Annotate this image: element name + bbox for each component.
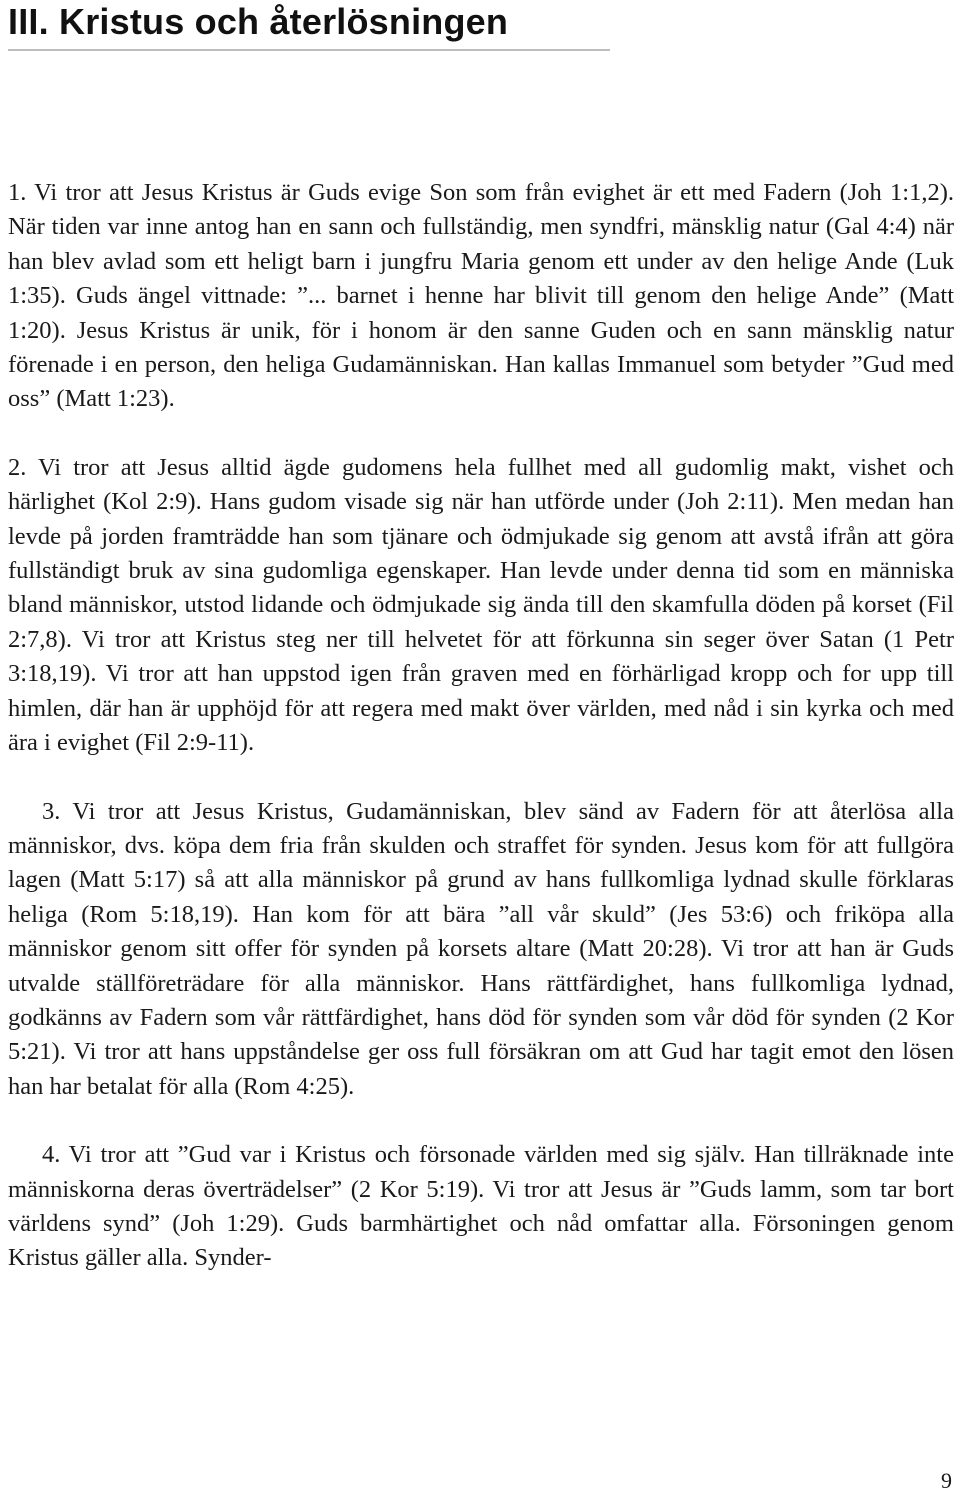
page-number: 9: [941, 1468, 952, 1493]
body-text: [8, 176, 954, 1310]
paragraph-4: 4. Vi tror att ”Gud var i Kristus och försonade världen med sig själv. Han tillräknade inte människorna deras överträdelser” (2 Kor 5:19). Vi tror att Jesus är ”Guds lamm, som tar bort världens synd” (Joh 1:29). Guds barmhärtighet och nåd omfattar alla. Försoningen genom Kristus gäller alla. Synder-: [8, 1141, 954, 1272]
paragraph-2: 2. Vi tror att Jesus alltid ägde gudomens hela fullhet med all gudomlig makt, vishet och härlighet (Kol 2:9). Hans gudom visade sig när han utförde under (Joh 2:11). Men medan han levde på jorden framträdde han som tjänare och ödmjukade sig genom att avstå ifrån att göra fullständigt bruk av sina gudomliga egenskaper. Han levde under denna tid som en människa bland människor, utstod lidande och ödmjukade sig ända till den skamfulla döden på korset (Fil 2:7,8). Vi tror att Kristus steg ner till helvetet för att förkunna sin seger över Satan (1 Petr 3:18,19). Vi tror att han uppstod igen från graven med en förhärligad kropp och for upp till himlen, där han är upphöjd för att regera med makt över världen, med nåd i sin kyrka och med ära i evighet (Fil 2:9-11).: [8, 453, 954, 757]
chapter-heading: III. Kristus och återlösningen: [8, 1, 509, 42]
paragraph-3: 3. Vi tror att Jesus Kristus, Gudamänniskan, blev sänd av Fadern för att återlösa alla människor, dvs. köpa dem fria från skulden och straffet för synden. Jesus kom för att fullgöra lagen (Matt 5:17) så att alla människor på grund av hans fullkomliga lydnad skulle förklaras heliga (Rom 5:18,19). Han kom för att bära ”all vår skuld” (Jes 53:6) och friköpa alla människor genom sitt offer för synden på korsets altare (Matt 20:28). Vi tror att han är Guds utvalde ställföreträdare för alla människor. Hans rättfärdighet, hans fullkomliga lydnad, godkänns av Fadern som vår rättfärdighet, hans död för synden som vår död för synden (2 Kor 5:21). Vi tror att hans uppståndelse ger oss full försäkran om att Gud har tagit emot den lösen han har betalat för alla (Rom 4:25).: [8, 797, 954, 1100]
paragraph-1: 1. Vi tror att Jesus Kristus är Guds evige Son som från evighet är ett med Fadern (Joh 1:1,2). När tiden var inne antog han en sann och fullständig, men syndfri, mänsklig natur (Gal 4:4) när han blev avlad som ett heligt barn i jungfru Maria genom ett under av den helige Ande (Luk 1:35). Guds ängel vittnade: ”... barnet i henne har blivit till genom den helige Ande” (Matt 1:20). Jesus Kristus är unik, för i honom är den sanne Guden och en sann mänsklig natur förenade i en person, den heliga Gudamänniskan. Han kallas Immanuel som betyder ”Gud med oss” (Matt 1:23).: [8, 179, 954, 413]
heading-underline: [8, 49, 610, 51]
